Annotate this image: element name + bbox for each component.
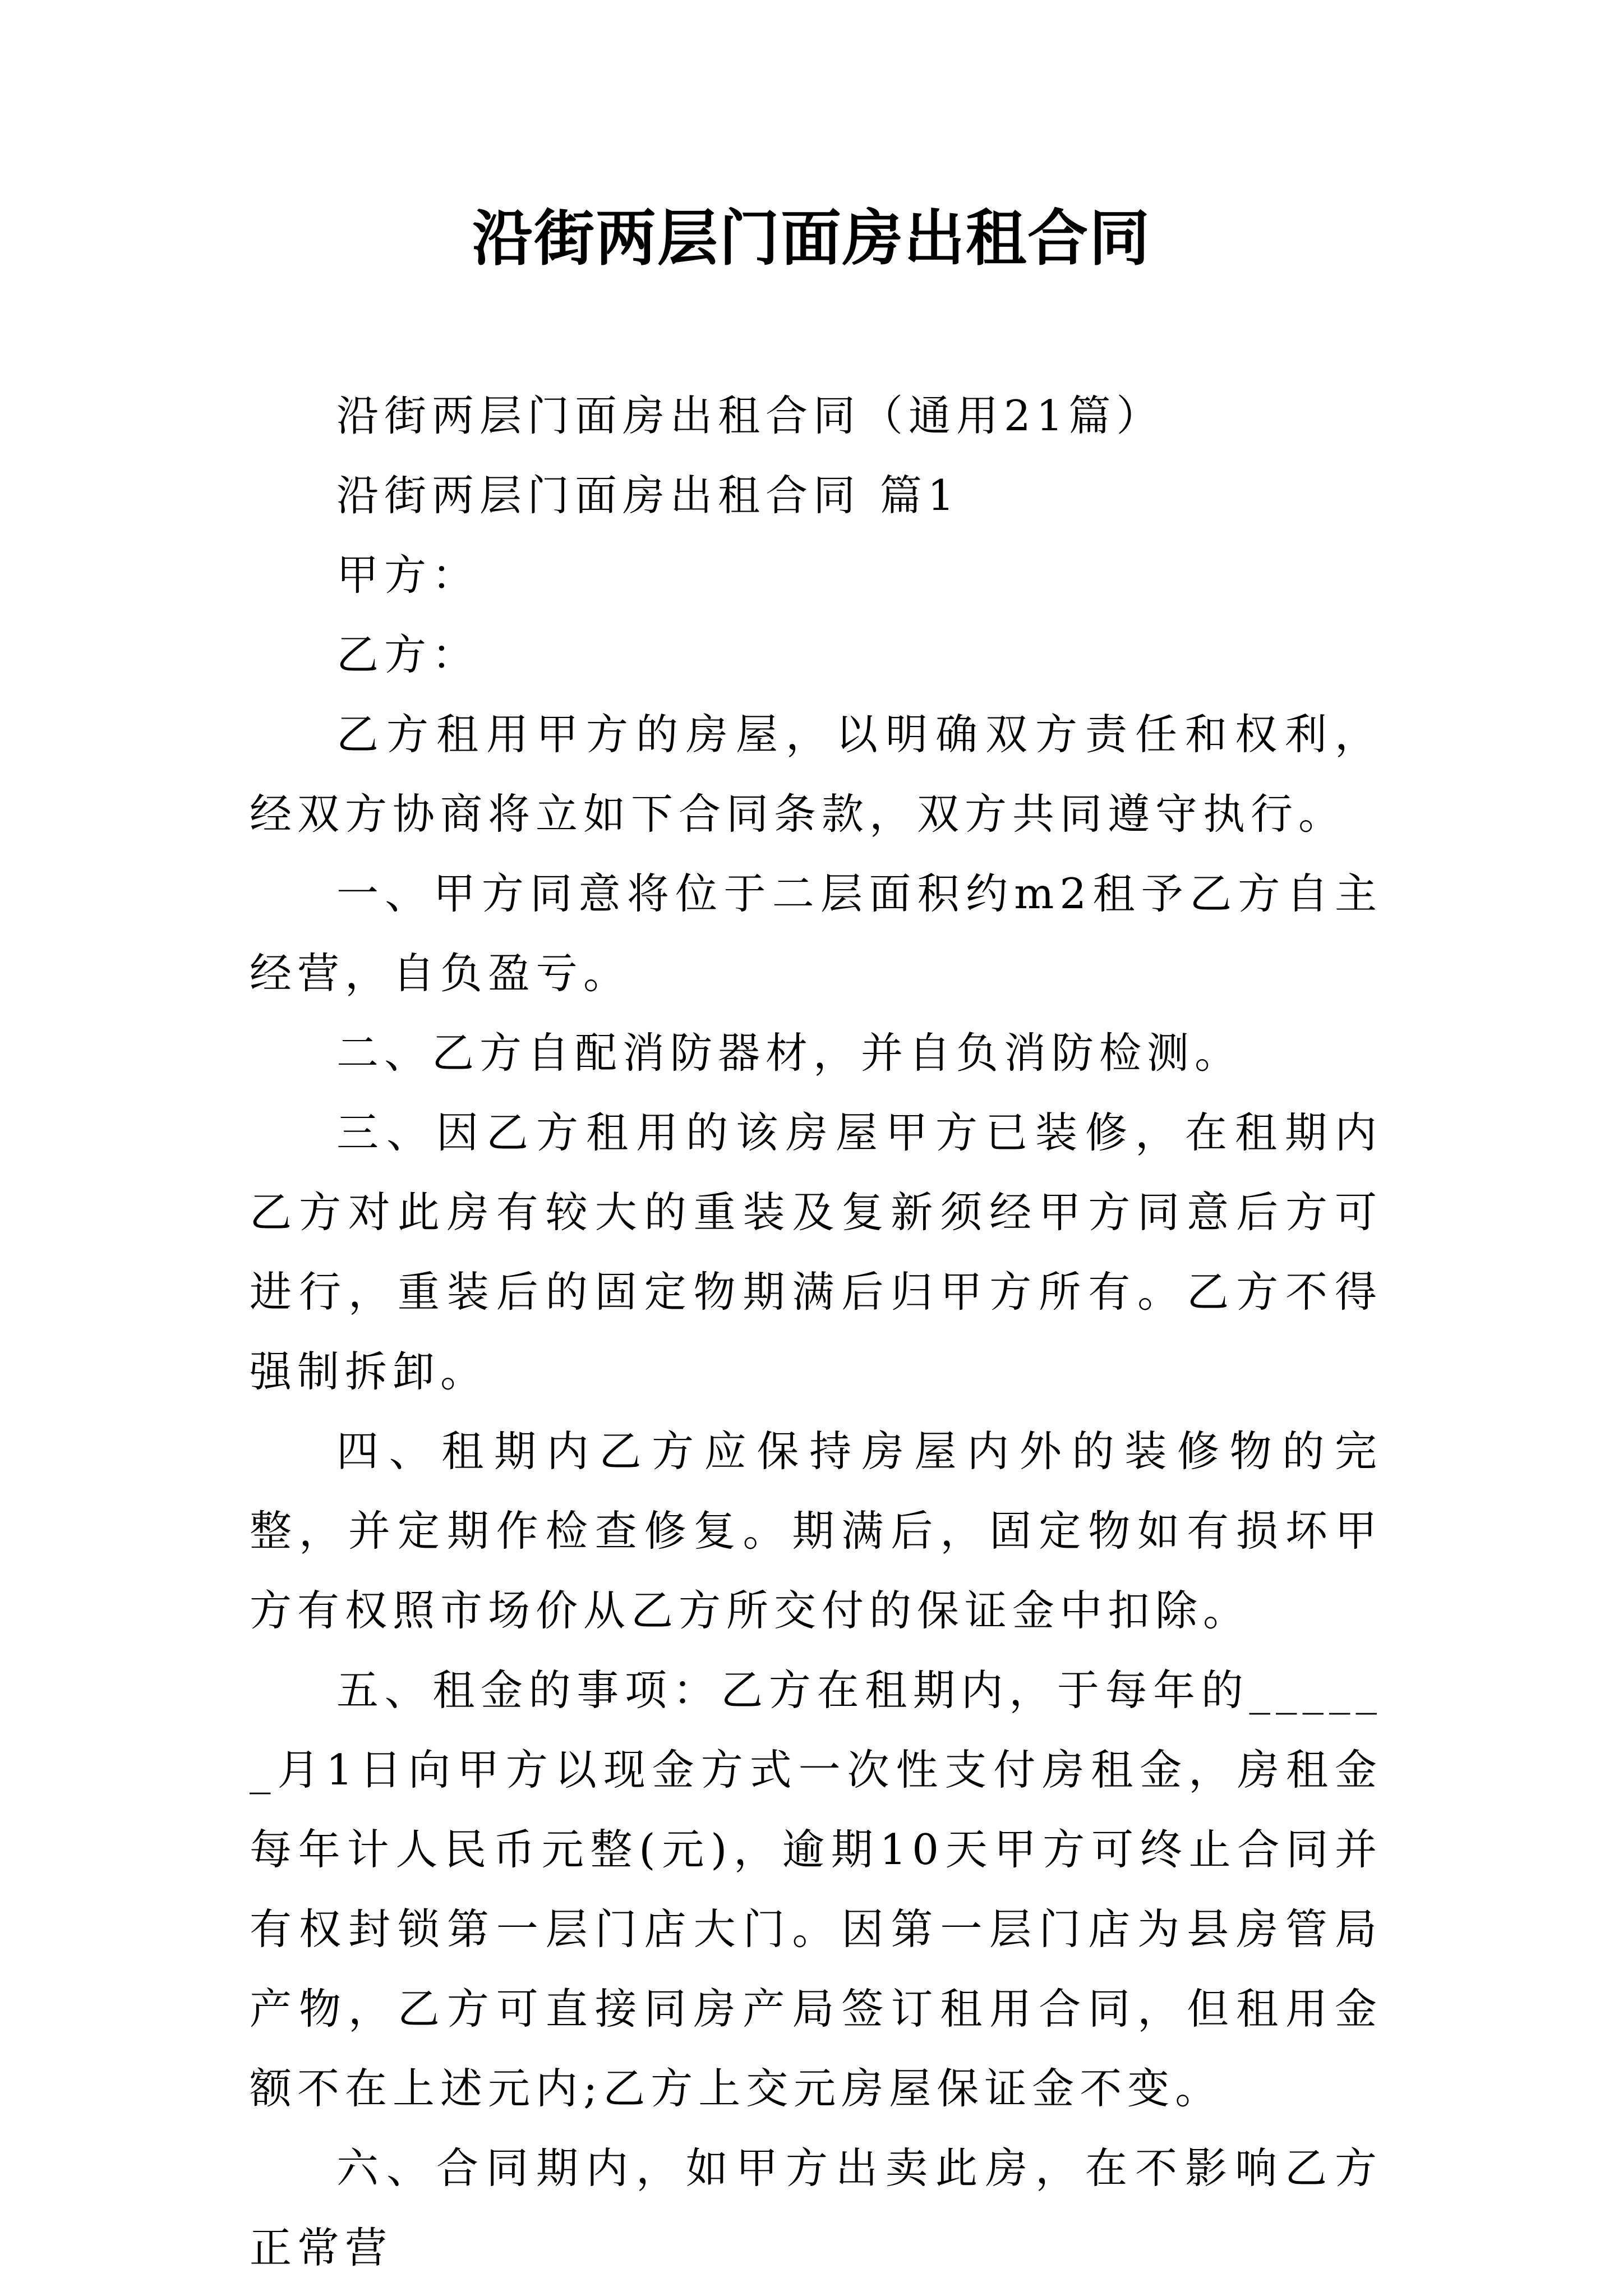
document-body	[250, 376, 1382, 2288]
paragraph-intro: 乙方租用甲方的房屋，以明确双方责任和权利，经双方协商将立如下合同条款，双方共同遵守执行。	[250, 710, 1382, 839]
paragraph-clause-3: 三、因乙方租用的该房屋甲方已装修，在租期内乙方对此房有较大的重装及复新须经甲方同意后方可进行，重装后的固定物期满后归甲方所有。乙方不得强制拆卸。	[250, 1108, 1382, 1396]
paragraph-section-heading: 沿街两层门面房出租合同 篇1	[336, 471, 960, 520]
paragraph-clause-1: 一、甲方同意将位于二层面积约m2租予乙方自主经营，自负盈亏。	[250, 869, 1382, 998]
document-title: 沿街两层门面房出租合同	[472, 203, 1151, 274]
paragraph-clause-6: 六、合同期内，如甲方出卖此房，在不影响乙方正常营	[250, 2143, 1382, 2272]
paragraph-party-a: 甲方：	[336, 550, 480, 600]
paragraph-clause-5: 五、租金的事项：乙方在租期内，于每年的______月1日向甲方以现金方式一次性支付房租金，房租金每年计人民币元整(元)，逾期10天甲方可终止合同并有权封锁第一层门店大门。因第一层门店为县房管局产物，乙方可直接同房产局签订租用合同，但租用金额不在上述元内;乙方上交元房屋保证金不变。	[250, 1665, 1382, 2113]
paragraph-clause-4: 四、租期内乙方应保持房屋内外的装修物的完整，并定期作检查修复。期满后，固定物如有损坏甲方有权照市场价从乙方所交付的保证金中扣除。	[250, 1427, 1382, 1635]
paragraph-party-b: 乙方：	[336, 630, 480, 679]
paragraph-subtitle: 沿街两层门面房出租合同（通用21篇）	[336, 391, 1164, 440]
paragraph-clause-2: 二、乙方自配消防器材，并自负消防检测。	[336, 1028, 1243, 1078]
